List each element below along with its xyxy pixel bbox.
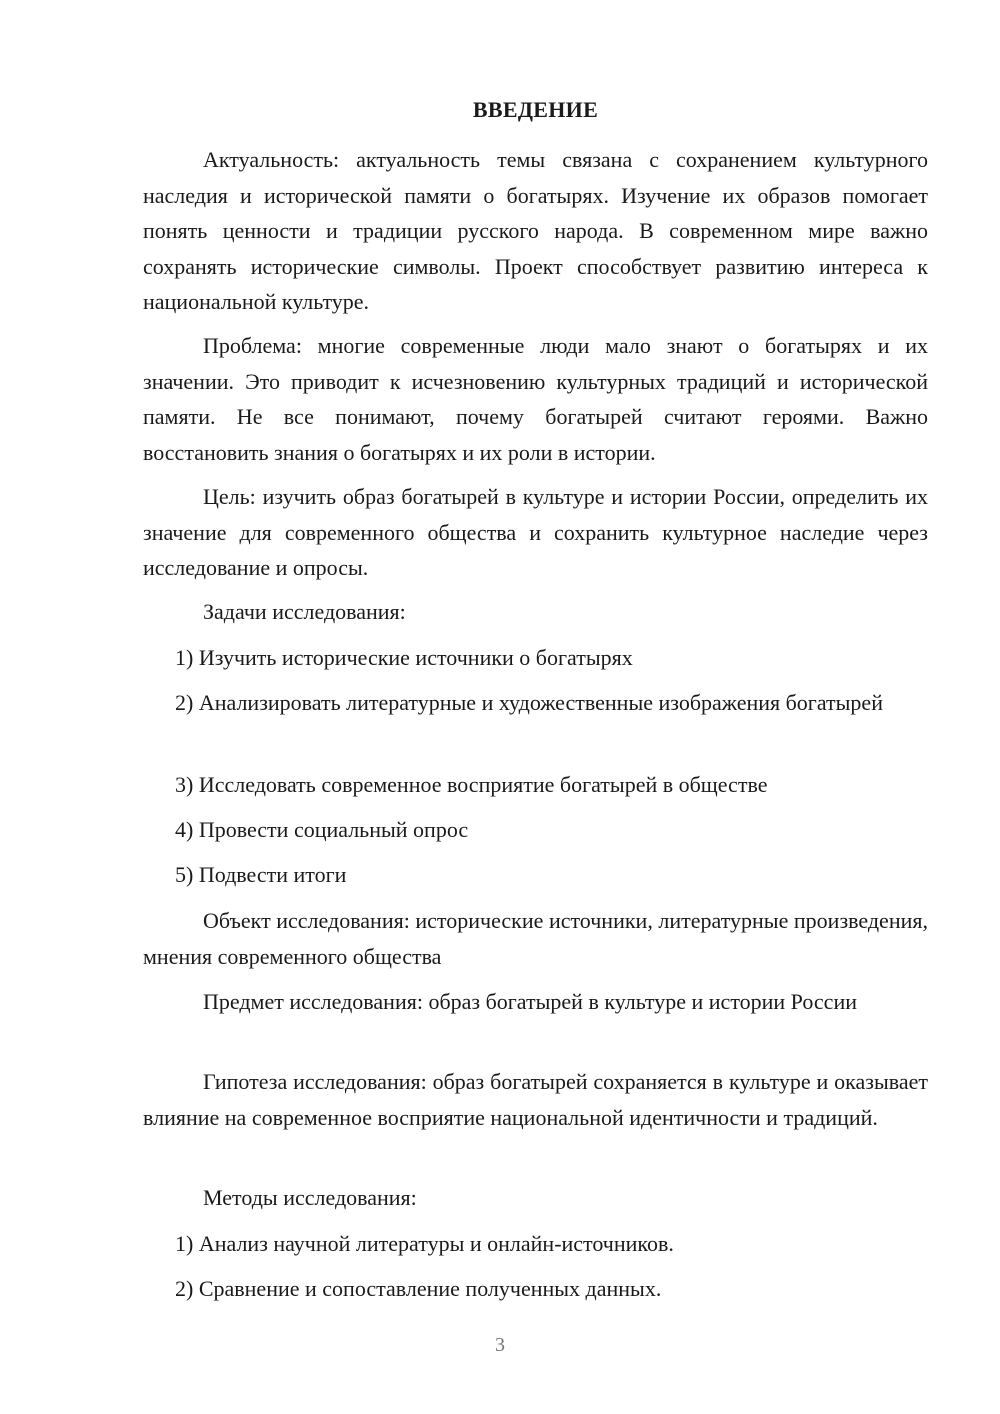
section-title: ВВЕДЕНИЕ <box>472 97 599 122</box>
method-item: 1) Анализ научной литературы и онлайн-источников. <box>175 1231 674 1256</box>
relevance-paragraph: Актуальность: актуальность темы связана с сохранением культурного наследия и исторической памяти о богатырях. Изучение их образов помогает понять ценности и традиции русского народа. В современном мире важно сохранять исторические символы. Проект способствует развитию интереса к национальной культуре. <box>143 147 928 314</box>
problem-paragraph: Проблема: многие современные люди мало знают о богатырях и их значении. Это приводит к исчезновению культурных традиций и исторической памяти. Не все понимают, почему богатырей считают героями. Важно восстановить знания о богатырях и их роли в истории. <box>143 333 928 465</box>
task-item: 4) Провести социальный опрос <box>175 817 469 842</box>
task-item: 2) Анализировать литературные и художественные изображения богатырей <box>175 690 883 715</box>
tasks-heading: Задачи исследования: <box>203 599 406 624</box>
subject-paragraph: Предмет исследования: образ богатырей в культуре и истории России <box>203 989 857 1014</box>
object-paragraph: Объект исследования: исторические источники, литературные произведения, мнения современного общества <box>143 908 928 969</box>
goal-paragraph: Цель: изучить образ богатырей в культуре и истории России, определить их значение для современного общества и сохранить культурное наследие через исследование и опросы. <box>143 484 928 580</box>
methods-heading: Методы исследования: <box>203 1185 417 1210</box>
task-item: 5) Подвести итоги <box>175 862 347 887</box>
page-number: 3 <box>495 1334 505 1356</box>
method-item: 2) Сравнение и сопоставление полученных данных. <box>175 1276 662 1301</box>
task-item: 3) Исследовать современное восприятие богатырей в обществе <box>175 772 768 797</box>
hypothesis-paragraph: Гипотеза исследования: образ богатырей сохраняется в культуре и оказывает влияние на современное восприятие национальной идентичности и традиций. <box>143 1069 928 1130</box>
task-item: 1) Изучить исторические источники о богатырях <box>175 645 633 670</box>
